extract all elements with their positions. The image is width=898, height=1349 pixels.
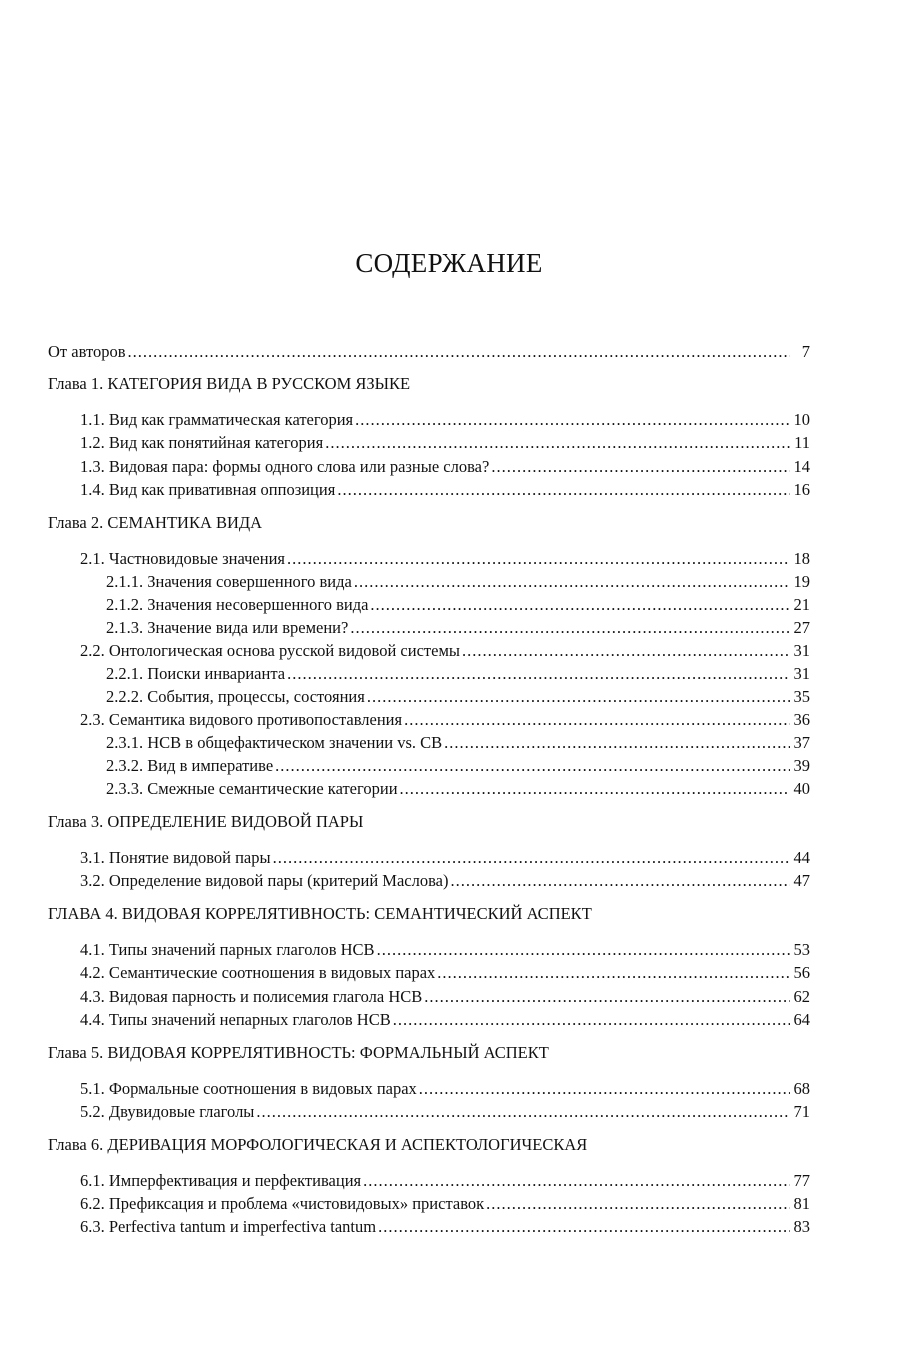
toc-entry-label: 2.3. Семантика видового противопоставления bbox=[80, 710, 403, 729]
leader-dots bbox=[367, 686, 790, 708]
toc-entry bbox=[106, 778, 810, 800]
toc-entry-label: 5.2. Двувидовые глаголы bbox=[80, 1102, 255, 1121]
leader-dots bbox=[337, 479, 790, 501]
toc-entry-label: 2.1.2. Значения несовершенного вида bbox=[106, 595, 369, 614]
toc-entry-page: 47 bbox=[793, 871, 810, 890]
toc-entry-page: 11 bbox=[794, 433, 810, 452]
leader-dots bbox=[378, 1216, 790, 1238]
toc-entry-page: 31 bbox=[793, 641, 810, 660]
toc-entry-label: 1.4. Вид как привативная оппозиция bbox=[80, 480, 336, 499]
leader-dots bbox=[325, 432, 790, 454]
toc-entry bbox=[80, 479, 810, 501]
leader-dots bbox=[377, 939, 790, 961]
toc-entry-label: От авторов bbox=[48, 342, 126, 361]
leader-dots bbox=[275, 755, 790, 777]
toc-entry-label: 2.2.1. Поиски инварианта bbox=[106, 664, 286, 683]
toc-entry bbox=[80, 1009, 810, 1031]
toc-entry-page: 14 bbox=[793, 457, 810, 476]
toc-entry bbox=[80, 962, 810, 984]
toc-entry bbox=[80, 409, 810, 431]
leader-dots bbox=[419, 1078, 790, 1100]
toc-entry bbox=[106, 686, 810, 708]
toc-entry-label: 2.2. Онтологическая основа русской видовой системы bbox=[80, 641, 460, 660]
toc-entry-page: 7 bbox=[801, 342, 810, 361]
toc-entry-label: 1.1. Вид как грамматическая категория bbox=[80, 410, 354, 429]
toc-entry-page: 68 bbox=[793, 1079, 810, 1098]
toc-entry bbox=[80, 1078, 810, 1100]
toc-entry-page: 64 bbox=[793, 1010, 810, 1029]
toc-entry bbox=[80, 1193, 810, 1215]
leader-dots bbox=[128, 341, 791, 363]
toc-entry-page: 77 bbox=[793, 1171, 810, 1190]
toc-entry-label: 5.1. Формальные соотношения в видовых парах bbox=[80, 1079, 417, 1098]
toc-entry bbox=[80, 640, 810, 662]
chapter-heading: Глава 1. КАТЕГОРИЯ ВИДА В РУССКОМ ЯЗЫКЕ bbox=[48, 374, 411, 393]
toc-entry-label: 4.3. Видовая парность и полисемия глагола НСВ bbox=[80, 987, 423, 1006]
toc-entry-page: 40 bbox=[793, 779, 810, 798]
toc-entry-page: 21 bbox=[793, 595, 810, 614]
toc-entry-page: 71 bbox=[793, 1102, 810, 1121]
toc-entry-label: 4.4. Типы значений непарных глаголов НСВ bbox=[80, 1010, 391, 1029]
leader-dots bbox=[450, 870, 790, 892]
leader-dots bbox=[486, 1193, 790, 1215]
toc-entry-page: 35 bbox=[793, 687, 810, 706]
leader-dots bbox=[354, 571, 790, 593]
toc-entry bbox=[106, 755, 810, 777]
toc-entry-page: 36 bbox=[793, 710, 810, 729]
toc-entry-label: 4.1. Типы значений парных глаголов НСВ bbox=[80, 940, 375, 959]
toc-entry-label: 4.2. Семантические соотношения в видовых парах bbox=[80, 963, 436, 982]
leader-dots bbox=[393, 1009, 790, 1031]
leader-dots bbox=[355, 409, 790, 431]
toc-entry bbox=[80, 870, 810, 892]
toc-entry-page: 39 bbox=[793, 756, 810, 775]
leader-dots bbox=[400, 778, 790, 800]
leader-dots bbox=[350, 617, 790, 639]
toc-entry-label: 3.1. Понятие видовой пары bbox=[80, 848, 271, 867]
toc-entry bbox=[80, 548, 810, 570]
leader-dots bbox=[287, 548, 790, 570]
toc-entry bbox=[80, 939, 810, 961]
toc-entry bbox=[48, 341, 810, 363]
toc-entry bbox=[80, 432, 810, 454]
leader-dots bbox=[424, 986, 790, 1008]
toc-entry bbox=[80, 847, 810, 869]
toc-entry-label: 2.1.3. Значение вида или времени? bbox=[106, 618, 349, 637]
leader-dots bbox=[437, 962, 790, 984]
leader-dots bbox=[273, 847, 790, 869]
toc-entry bbox=[106, 571, 810, 593]
toc-entry-page: 16 bbox=[793, 480, 810, 499]
toc-entry-page: 53 bbox=[793, 940, 810, 959]
page-title: СОДЕРЖАНИЕ bbox=[355, 248, 543, 278]
toc-entry-label: 6.2. Префиксация и проблема «чистовидовых» приставок bbox=[80, 1194, 485, 1213]
toc-entry-page: 81 bbox=[793, 1194, 810, 1213]
toc-entry bbox=[80, 1101, 810, 1123]
toc-entry-label: 2.3.2. Вид в императиве bbox=[106, 756, 274, 775]
toc-entry bbox=[80, 986, 810, 1008]
toc-entry-label: 6.1. Имперфективация и перфективация bbox=[80, 1171, 362, 1190]
toc-entry bbox=[106, 663, 810, 685]
toc-entry bbox=[80, 709, 810, 731]
toc-entry-page: 31 bbox=[793, 664, 810, 683]
toc-entry-label: 2.1. Частновидовые значения bbox=[80, 549, 286, 568]
chapter-heading: Глава 6. ДЕРИВАЦИЯ МОРФОЛОГИЧЕСКАЯ И АСПЕКТОЛОГИЧЕСКАЯ bbox=[48, 1135, 588, 1154]
toc-entry bbox=[80, 1170, 810, 1192]
toc-entry-label: 2.3.3. Смежные семантические категории bbox=[106, 779, 398, 798]
toc-entry-page: 27 bbox=[793, 618, 810, 637]
leader-dots bbox=[444, 732, 790, 754]
leader-dots bbox=[491, 456, 790, 478]
chapter-heading: ГЛАВА 4. ВИДОВАЯ КОРРЕЛЯТИВНОСТЬ: СЕМАНТИЧЕСКИЙ АСПЕКТ bbox=[48, 904, 592, 923]
toc-entry-label: 2.1.1. Значения совершенного вида bbox=[106, 572, 352, 591]
toc-entry-page: 19 bbox=[793, 572, 810, 591]
toc-entry-page: 37 bbox=[793, 733, 810, 752]
leader-dots bbox=[370, 594, 790, 616]
chapter-heading: Глава 3. ОПРЕДЕЛЕНИЕ ВИДОВОЙ ПАРЫ bbox=[48, 812, 364, 831]
toc-entry bbox=[106, 594, 810, 616]
toc-entry-label: 2.2.2. События, процессы, состояния bbox=[106, 687, 365, 706]
toc-entry bbox=[80, 1216, 810, 1238]
toc-entry-label: 2.3.1. НСВ в общефактическом значении vs. СВ bbox=[106, 733, 443, 752]
toc-entry-label: 1.3. Видовая пара: формы одного слова или разные слова? bbox=[80, 457, 490, 476]
toc-entry bbox=[80, 456, 810, 478]
toc-entry-page: 44 bbox=[793, 848, 810, 867]
toc-entry-page: 10 bbox=[793, 410, 810, 429]
toc-entry bbox=[106, 732, 810, 754]
chapter-heading: Глава 2. СЕМАНТИКА ВИДА bbox=[48, 513, 263, 532]
leader-dots bbox=[462, 640, 790, 662]
toc-entry-label: 6.3. Perfectiva tantum и imperfectiva tantum bbox=[80, 1217, 377, 1236]
chapter-heading: Глава 5. ВИДОВАЯ КОРРЕЛЯТИВНОСТЬ: ФОРМАЛЬНЫЙ АСПЕКТ bbox=[48, 1043, 549, 1062]
leader-dots bbox=[256, 1101, 790, 1123]
toc-entry-page: 83 bbox=[793, 1217, 810, 1236]
toc-entry-label: 3.2. Определение видовой пары (критерий Маслова) bbox=[80, 871, 449, 890]
toc-entry-page: 62 bbox=[793, 987, 810, 1006]
leader-dots bbox=[287, 663, 790, 685]
toc-entry bbox=[106, 617, 810, 639]
leader-dots bbox=[363, 1170, 790, 1192]
toc-entry-label: 1.2. Вид как понятийная категория bbox=[80, 433, 324, 452]
toc-entry-page: 18 bbox=[793, 549, 810, 568]
toc-entry-page: 56 bbox=[793, 963, 810, 982]
leader-dots bbox=[404, 709, 790, 731]
